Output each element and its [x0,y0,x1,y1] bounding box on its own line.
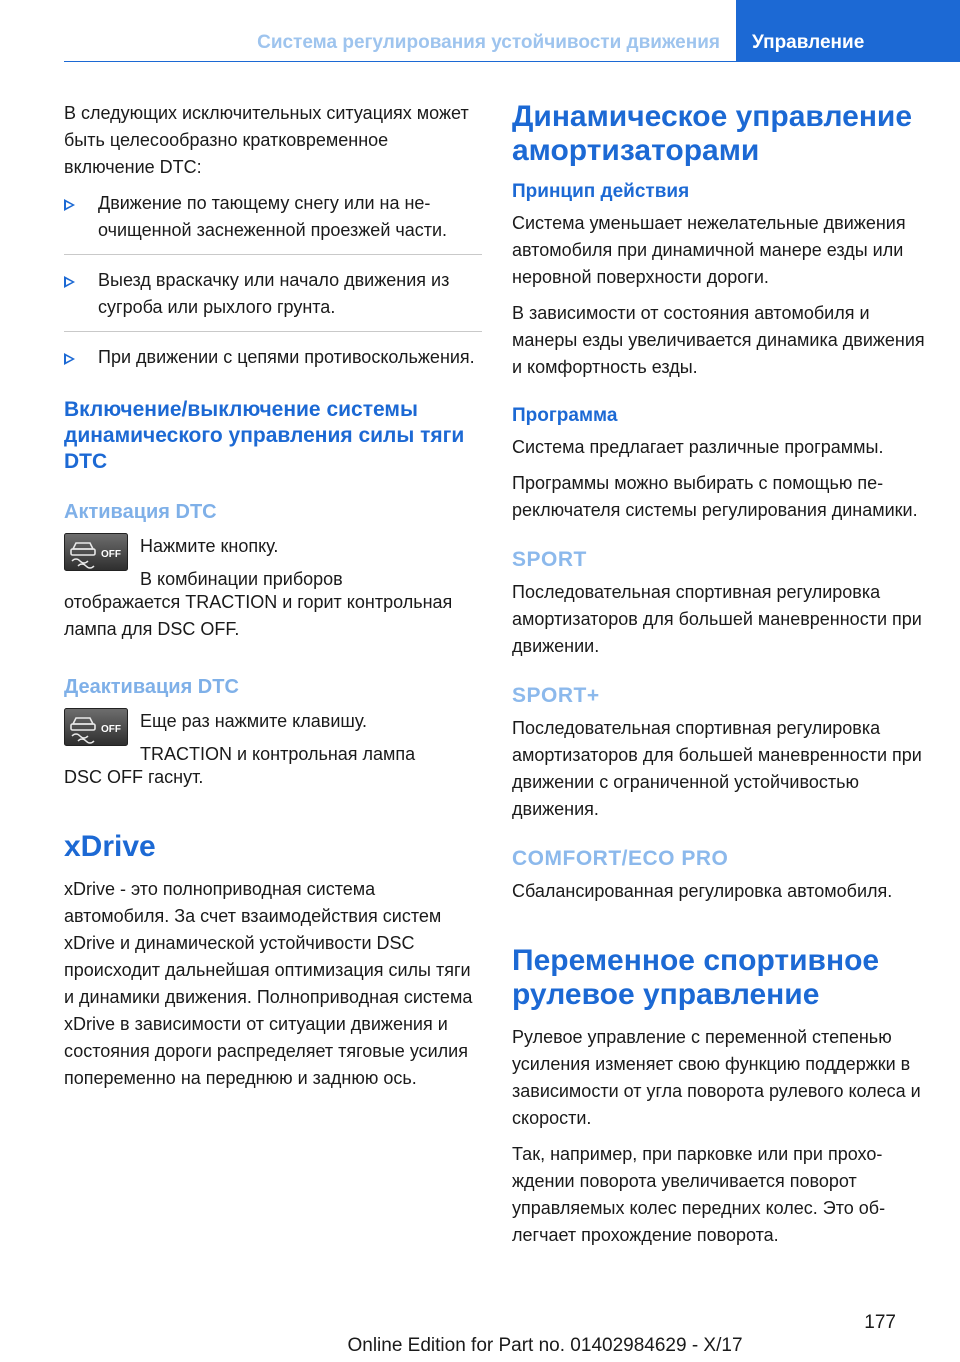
steering-heading: Переменное спортивное рулевое управление [512,944,880,1011]
comfort-heading: COMFORT/ECO PRO [512,847,729,870]
activation-heading: Активация DTC [64,501,217,523]
program-p2: Программы можно выбирать с помощью переключателя системы регулирования динамики. [512,473,918,520]
principle-p1: Система уменьшает нежелательные движения автомобиля при динамичной манере езды или неровной поверхности дороги. [512,213,906,287]
bullet-triangle-icon [64,276,75,288]
dtc-off-button-icon [64,708,128,746]
sportplus-text: Последовательная спортивная регулировка амортизаторов для большей маневренности при движении с ограниченной устойчивостью движения. [512,718,922,819]
deactivation-step2: TRACTION и контрольная лампа [140,744,416,764]
header-chapter-tab: Управление [736,0,960,62]
dtc-off-button-icon [64,533,128,571]
svg-text:OFF: OFF [101,724,121,735]
xdrive-heading: xDrive [64,830,156,863]
header-rule [64,61,960,62]
situations-list [64,190,482,381]
header-section-title: Система регулирования устойчивости движения [257,32,720,53]
list-item: При движении с цепями противоскольжения. [64,344,482,381]
page-header [0,0,960,62]
principle-p2: В зависимости от состояния автомобиля и манеры езды увеличивается динамика движения и комфортность езды. [512,303,925,377]
deactivation-step [64,708,482,768]
deactivation-heading: Деактивация DTC [64,676,239,698]
damper-heading: Динамическое управление амортизаторами [512,100,913,167]
xdrive-text: xDrive - это полноприводная система автомобиля. За счет взаимодействия систем xDrive и динамической устойчивости DSC происходит дальнейшая оптимизация силы тяги и динамики движения. Полноприводная система xDrive в зависимости от ситуации движения и состояния дороги распределяет тяговые усилия попеременно на переднюю и заднюю ось. [64,879,473,1088]
left-column [64,100,482,1101]
steering-p1: Рулевое управление с переменной степенью усиления изменяет свою функцию поддержки в зависимости от угла поворота рулевого колеса и скорости. [512,1027,921,1128]
comfort-text: Сбалансированная регулировка автомобиля. [512,881,893,901]
program-heading: Программа [512,405,618,426]
list-item: Выезд враскачку или начало движения из сугроба или рыхлого грунта. [64,267,482,332]
activation-step1: Нажмите кнопку. [140,536,279,556]
bullet-triangle-icon [64,353,75,365]
program-p1: Система предлагает различные программы. [512,437,884,457]
sport-heading: SPORT [512,548,587,571]
dtc-onoff-heading: Включение/выключение системы динамического управления силы тяги DTC [64,398,465,473]
sport-text: Последовательная спортивная регулировка амортизаторов для большей маневренности при движении. [512,582,922,656]
edition-note: Online Edition for Part no. 01402984629 - X/17 [347,1335,743,1356]
bullet-triangle-icon [64,199,75,211]
svg-text:OFF: OFF [101,549,121,560]
sportplus-heading: SPORT+ [512,684,600,707]
activation-step2: В комбинации приборов [140,569,343,589]
principle-heading: Принцип действия [512,181,690,202]
deactivation-step1: Еще раз нажмите клавишу. [140,711,368,731]
activation-step2-rest: отображается TRACTION и горит контрольная лампа для DSC OFF. [64,592,453,639]
list-item: Движение по тающему снегу или на неочищенной заснеженной проезжей части. [64,190,482,255]
deactivation-step2-rest: DSC OFF гаснут. [64,767,204,787]
steering-p2: Так, например, при парковке или при прохождении поворота увеличивается поворот управляемых колес передних колес. Это облегчает прохождение поворота. [512,1144,886,1245]
right-column [512,100,932,1258]
page-number: 177 [864,1312,896,1333]
intro-paragraph: В следующих исключительных ситуациях может быть целесообразно кратковременное включение DTC: [64,103,469,177]
activation-step [64,533,482,593]
